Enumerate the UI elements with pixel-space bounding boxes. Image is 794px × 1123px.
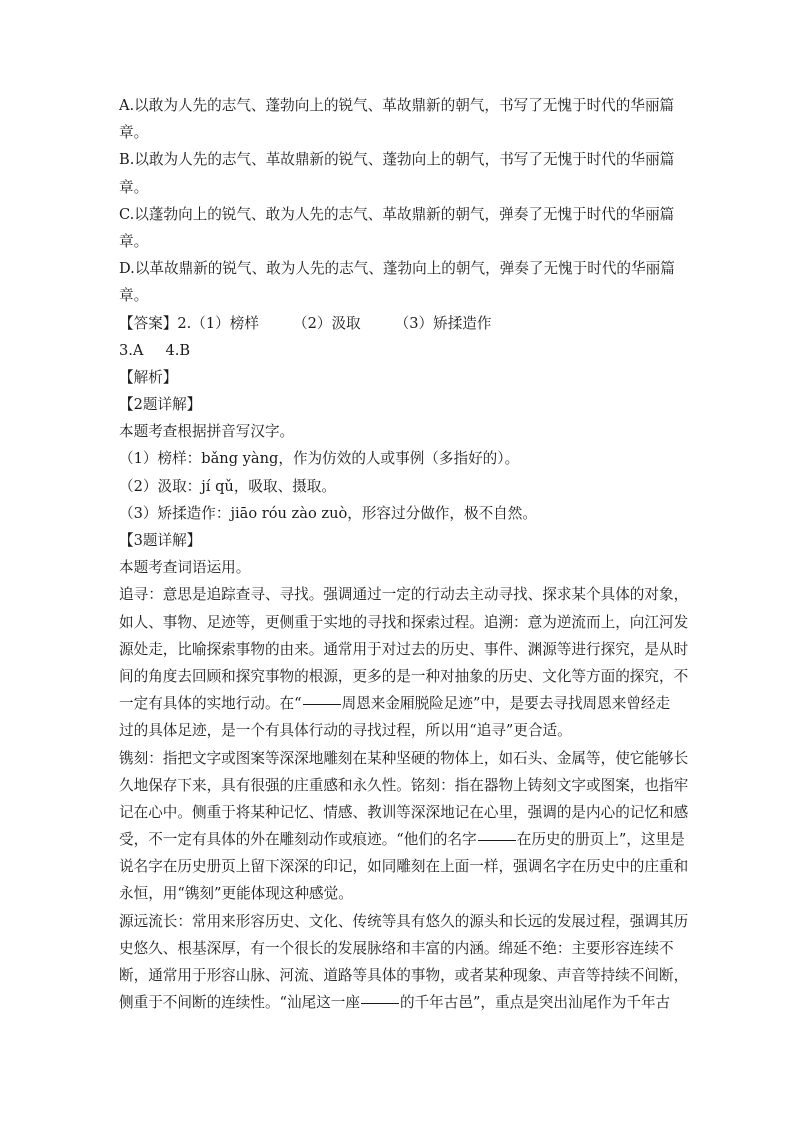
option-d-line2: 章。 xyxy=(119,287,149,305)
answer-line xyxy=(119,310,679,337)
q2-item-3: （3）矫揉造作：jiāo róu zào zuò，形容过分做作，极不自然。 xyxy=(119,504,537,522)
answer-prefix: 【答案】2.（1）榜样 xyxy=(119,314,259,332)
q2-header: 【2题详解】 xyxy=(119,396,202,414)
q3-p2-line1: 镌刻：指把文字或图案等深深地雕刻在某种坚硬的物体上，如石头、金属等，使它能够长 xyxy=(119,749,689,767)
q3-p2-line3: 记在心中。侧重于将某种记忆、情感、教训等深深地记在心里，强调的是内心的记忆和感 xyxy=(119,803,689,821)
answer-3: （3）矫揉造作 xyxy=(394,314,492,332)
option-b-line2: 章。 xyxy=(119,178,149,196)
q3-p3-line1: 源远流长：常用来形容历史、文化、传统等具有悠久的源头和长远的发展过程，强调其历 xyxy=(119,912,689,930)
q3-p2-line6: 永恒，用“镌刻”更能体现这种感觉。 xyxy=(119,885,353,903)
q2-item-1: （1）榜样：bǎng yàng，作为仿效的人或事例（多指好的）。 xyxy=(119,450,520,468)
q2-item-2: （2）汲取：jí qǔ，吸取、摄取。 xyxy=(119,477,336,495)
analysis-header: 【解析】 xyxy=(119,368,178,386)
q3-p1-line2: 如人、事物、足迹等，更侧重于实地的寻找和探索过程。追溯：意为逆流而上，向江河发 xyxy=(119,613,689,631)
text-segment: 在历史的册页上”，这里是 xyxy=(516,831,685,849)
option-b-line1: B.以敢为人先的志气、革故鼎新的锐气、蓬勃向上的朝气，书写了无愧于时代的华丽篇 xyxy=(119,151,675,169)
option-a-line2: 章。 xyxy=(119,124,149,142)
document-page xyxy=(119,92,689,1016)
text-segment: 周恩来金厢脱险足迹”中，是要去寻找周恩来曾经走 xyxy=(341,695,671,713)
answer-q3: 3.A xyxy=(119,341,144,359)
option-d-line1: D.以革故鼎新的锐气、敢为人先的志气、蓬勃向上的朝气，弹奏了无愧于时代的华丽篇 xyxy=(119,260,675,278)
q3-p2-line4 xyxy=(119,826,685,853)
option-a-line1: A.以敢为人先的志气、蓬勃向上的锐气、革故鼎新的朝气，书写了无愧于时代的华丽篇 xyxy=(119,97,675,114)
q3-p2-line5: 说名字在历史册页上留下深深的印记，如同雕刻在上面一样，强调名字在历史中的庄重和 xyxy=(119,858,689,876)
text-segment: 侧重于不间断的连续性。 xyxy=(119,994,280,1012)
q3-header: 【3题详解】 xyxy=(119,532,202,549)
q3-p1-line1: 追寻：意思是追踪查寻、寻找。强调通过一定的行动去主动寻找、探求某个具体的对象， xyxy=(119,586,689,604)
q3-intro: 本题考查词语运用。 xyxy=(119,559,251,577)
q3-p1-line5 xyxy=(119,690,679,717)
fill-blank xyxy=(361,1002,399,1004)
fill-blank xyxy=(303,703,341,705)
q3-p3-line4 xyxy=(119,989,679,1016)
option-c-line2: 章。 xyxy=(119,232,149,250)
q3-p1-line6: 过的具体足迹，是一个有具体行动的寻找过程，所以用“追寻”更合适。 xyxy=(119,722,572,740)
q2-intro: 本题考查根据拼音写汉字。 xyxy=(119,423,295,441)
q3-p3-line2: 史悠久、根基深厚，有一个很长的发展脉络和丰富的内涵。绵延不绝：主要形容连续不 xyxy=(119,939,674,957)
q3-p3-line3: 断，通常用于形容山脉、河流、道路等具体的事物，或者某种现象、声音等持续不间断， xyxy=(119,967,689,984)
answer-2: （2）汲取 xyxy=(292,314,361,332)
text-segment: 的千年古邑”，重点是突出汕尾作为千年古 xyxy=(399,994,671,1012)
answer-q4: 4.B xyxy=(165,341,191,359)
text-segment: 一定有具体的实地行动。在“ xyxy=(119,695,302,713)
answer-mc-line xyxy=(119,337,679,364)
fill-blank xyxy=(478,839,516,841)
text-segment: 受，不一定有具体的外在雕刻动作或痕迹。“他们的名字 xyxy=(119,831,477,849)
q3-p1-line3: 源处走，比喻探索事物的由来。通常用于对过去的历史、事件、渊源等进行探究，是从时 xyxy=(119,640,689,658)
q3-p1-line4: 间的角度去回顾和探究事物的根源，更多的是一种对抽象的历史、文化等方面的探究，不 xyxy=(119,667,689,685)
option-c-line1: C.以蓬勃向上的锐气、敢为人先的志气、革故鼎新的朝气，弹奏了无愧于时代的华丽篇 xyxy=(119,205,675,223)
q3-p2-line2: 久地保存下来，具有很强的庄重感和永久性。铭刻：指在器物上铸刻文字或图案，也指牢 xyxy=(119,776,689,794)
text-segment: “汕尾这一座 xyxy=(279,994,360,1012)
